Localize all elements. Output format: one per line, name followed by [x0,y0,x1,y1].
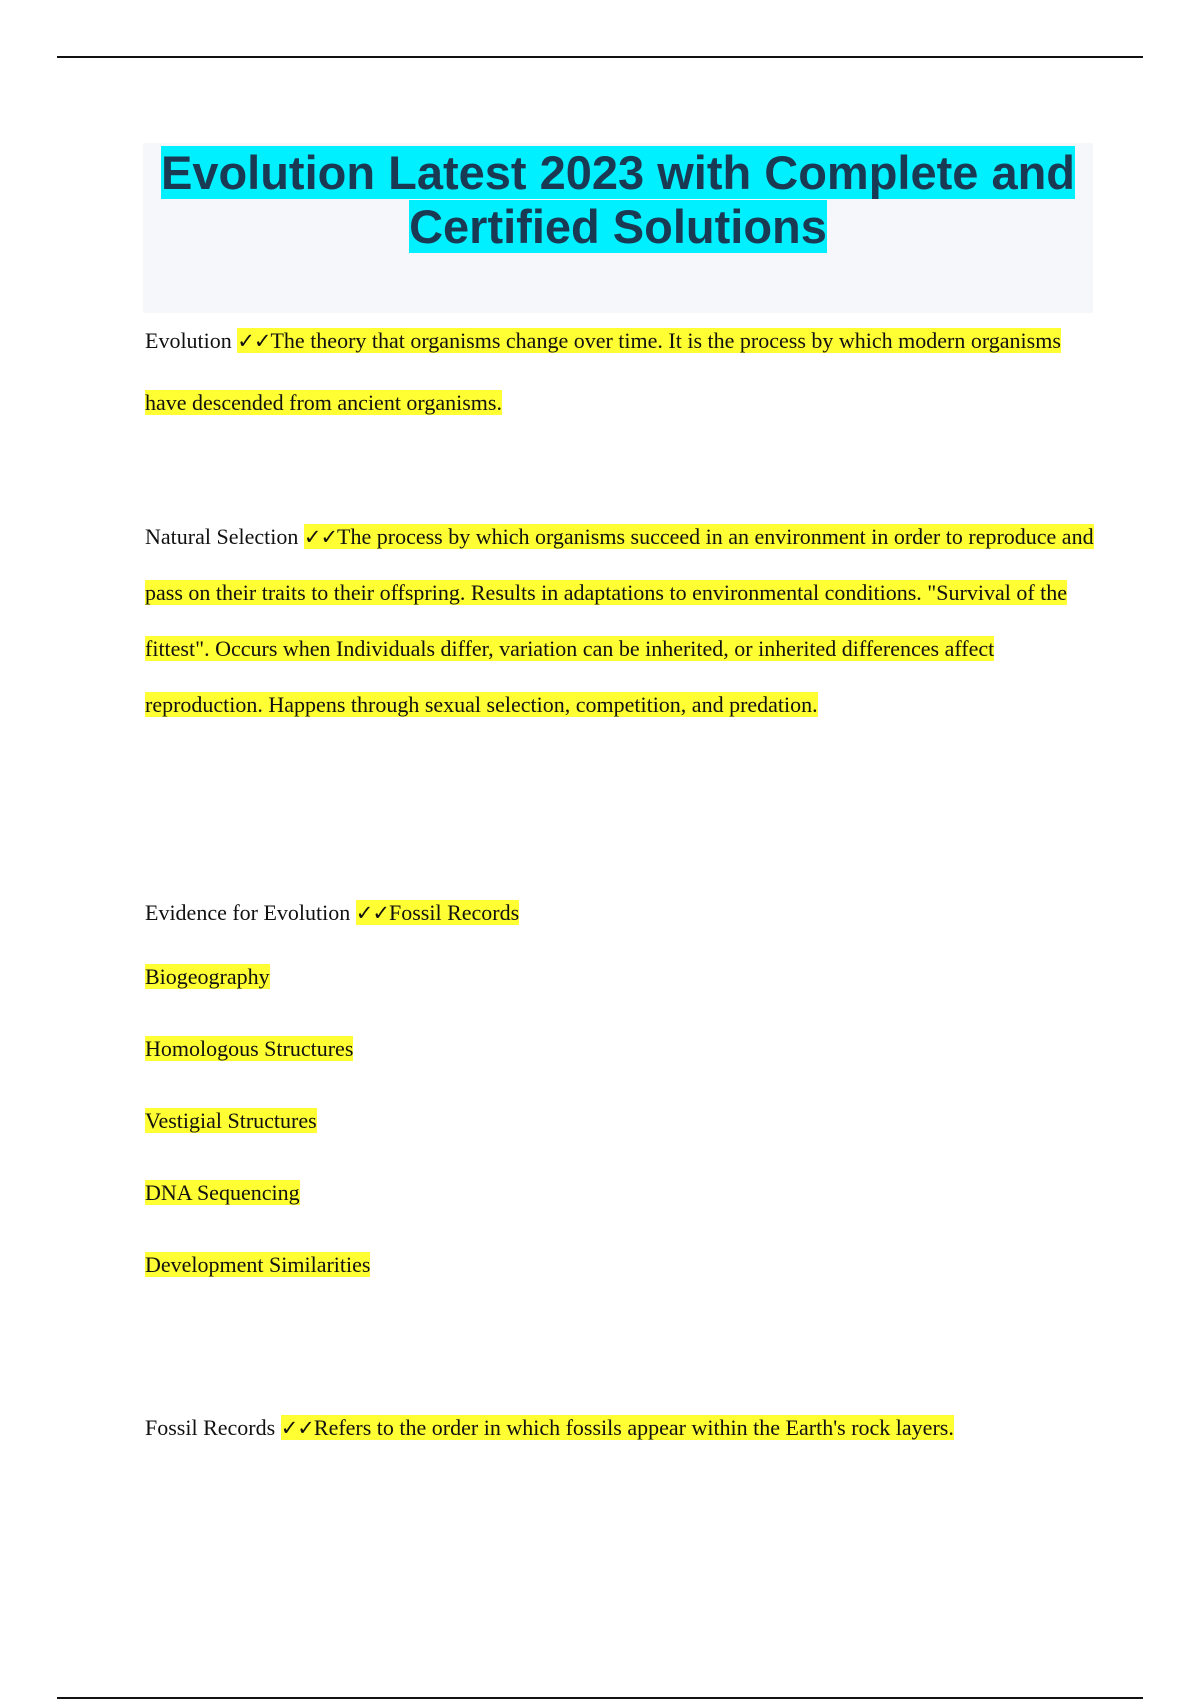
list-item: Vestigial Structures [145,1108,317,1133]
double-check-icon: ✓✓ [303,525,338,549]
bottom-rule [57,1697,1143,1699]
entry-natural-selection [145,509,1095,733]
entry-fossil-records [145,1400,1095,1456]
entry-evidence-for-evolution [145,885,1095,1279]
entry-evolution [145,310,1095,433]
list-item: Development Similarities [145,1252,371,1277]
entry-definition: The theory that organisms change over time. It is the process by which modern organisms have descended from ancient organisms. [145,328,1061,415]
entry-term: Evolution [145,328,232,353]
entry-term: Fossil Records [145,1415,276,1440]
document-title [143,143,1093,254]
entry-definition: Refers to the order in which fossils appear within the Earth's rock layers. [313,1415,954,1440]
list-item: Homologous Structures [145,1036,354,1061]
title-box [143,143,1093,313]
double-check-icon: ✓✓ [355,901,389,925]
double-check-icon: ✓✓ [237,329,271,353]
entry-term: Evidence for Evolution [145,900,351,925]
evidence-list [145,963,1095,1279]
entry-term: Natural Selection [145,524,299,549]
list-item: DNA Sequencing [145,1180,300,1205]
double-check-icon: ✓✓ [280,1416,314,1440]
top-rule [57,56,1143,58]
entry-definition: Fossil Records [388,900,520,925]
title-line-2: Certified Solutions [409,200,827,253]
title-line-1: Evolution Latest 2023 with Complete and [160,146,1076,199]
list-item: Biogeography [145,964,270,989]
entry-definition: The process by which organisms succeed in an environment in order to reproduce and pass on their traits to their offspring. Results in adaptations to environmental conditions. "Survival of the fittest". Occurs when Individuals differ, variation can be inherited, or inherited differences affect reproduction. Happens through sexual selection, competition, and predation. [145,524,1094,717]
